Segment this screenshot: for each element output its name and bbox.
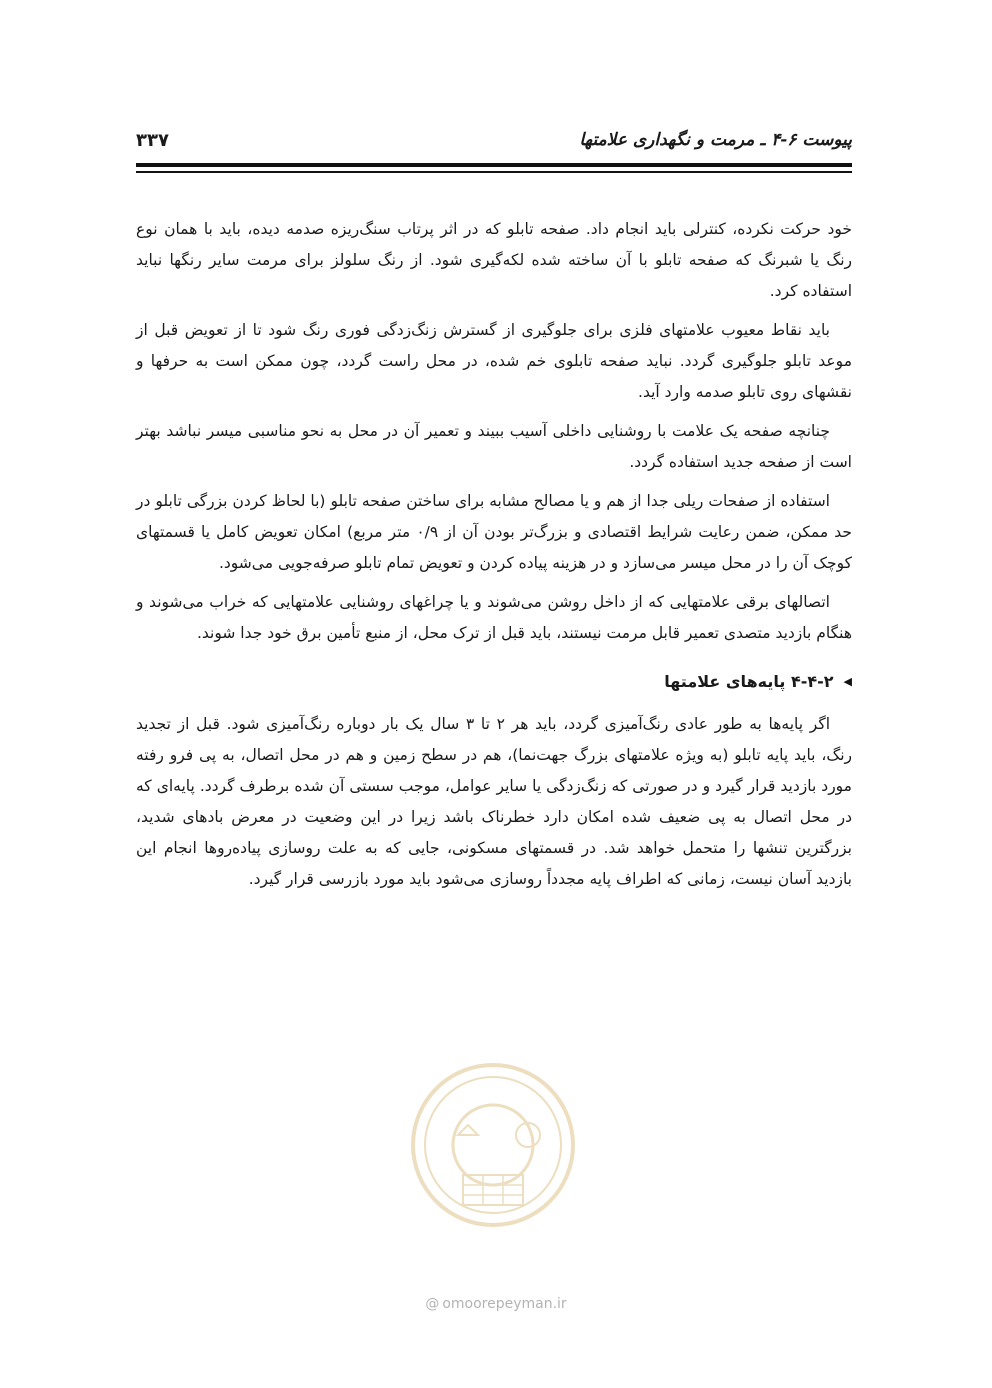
section-heading-text: ۴-۴-۲ پایه‌های علامتها [664,672,834,691]
page-header [136,128,852,160]
watermark-url [0,1296,992,1312]
at-icon: @ [425,1296,440,1312]
paragraph: خود حرکت نکرده، کنترلی باید انجام داد. صفحه تابلو که در اثر پرتاب سنگ‌ریزه صدمه دیده، باید با همان نوع رنگ یا شبرنگ که صفحه تابلو با آن ساخته شده لکه‌گیری شود. از رنگ سلولز برای مرمت سایر رنگها نباید استفاده کرد. [136,220,852,300]
paragraph: باید نقاط معیوب علامتهای فلزی برای جلوگیری از گسترش زنگ‌زدگی فوری رنگ شود تا از تعویض قبل از موعد تابلو جلوگیری گردد. نباید صفحه تابلوی خم شده، در محل راست گردد، چون ممکن است به حرفها و نقشهای روی تابلو صدمه وارد آید. [136,321,852,401]
paragraph: استفاده از صفحات ریلی جدا از هم و یا مصالح مشابه برای ساختن صفحه تابلو (با لحاظ کردن بزرگی تابلو در حد ممکن، ضمن رعایت شرایط اقتصادی و بزرگ‌تر بودن آن از ۰/۹ متر مربع) امکان تعویض کامل یا قسمتهای کوچک آن را در محل میسر می‌سازد و در هزینه پیاده کردن و تعویض تمام تابلو صرفه‌جویی می‌شود. [136,492,852,572]
header-title: پیوست ۶-۴ ـ مرمت و نگهداری علامتها [579,130,852,150]
watermark-url-text: omoorepeyman.ir [442,1296,567,1312]
page-number: ۳۳۷ [136,130,169,151]
triangle-bullet-icon: ◀ [843,675,852,688]
paragraph: اتصالهای برقی علامتهایی که از داخل روشن می‌شوند و یا چراغهای روشنایی علامتهایی که خراب می‌شوند و هنگام بازدید متصدی تعمیر قابل مرمت نیستند، باید قبل از ترک محل، از منبع تأمین برق خود جدا شوند. [136,593,852,642]
header-rule-thick [136,163,852,167]
paragraph: اگر پایه‌ها به طور عادی رنگ‌آمیزی گردد، باید هر ۲ تا ۳ سال یک بار دوباره رنگ‌آمیزی شود. قبل از تجدید رنگ، باید پایه تابلو (به ویژه علامتهای بزرگ جهت‌نما)، هم در سطح زمین و هم در محل اتصال، به پی فرو رفته مورد بازدید قرار گیرد و در صورتی که زنگ‌زدگی یا سایر عوامل، موجب سستی آن شده برطرف گردد. پایه‌ای که در محل اتصال به پی ضعیف شده امکان دارد خطرناک باشد زیرا در این وضعیت در معرض بادهای شدید، بزرگترین تنشها را متحمل خواهد شد. در قسمتهای مسکونی، جایی که به علت روسازی پیاده‌روها انجام این بازدید آسان نیست، زمانی که اطراف پایه مجدداً روسازی می‌شود باید مورد بازرسی قرار گیرد. [136,715,852,888]
watermark-seal-icon [408,1040,578,1250]
body-content [136,214,852,903]
header-rule-thin [136,171,852,173]
section-heading [136,667,852,697]
paragraph: چنانچه صفحه یک علامت با روشنایی داخلی آسیب ببیند و تعمیر آن در محل به نحو مناسبی میسر نباشد بهتر است از صفحه جدید استفاده گردد. [136,422,852,471]
